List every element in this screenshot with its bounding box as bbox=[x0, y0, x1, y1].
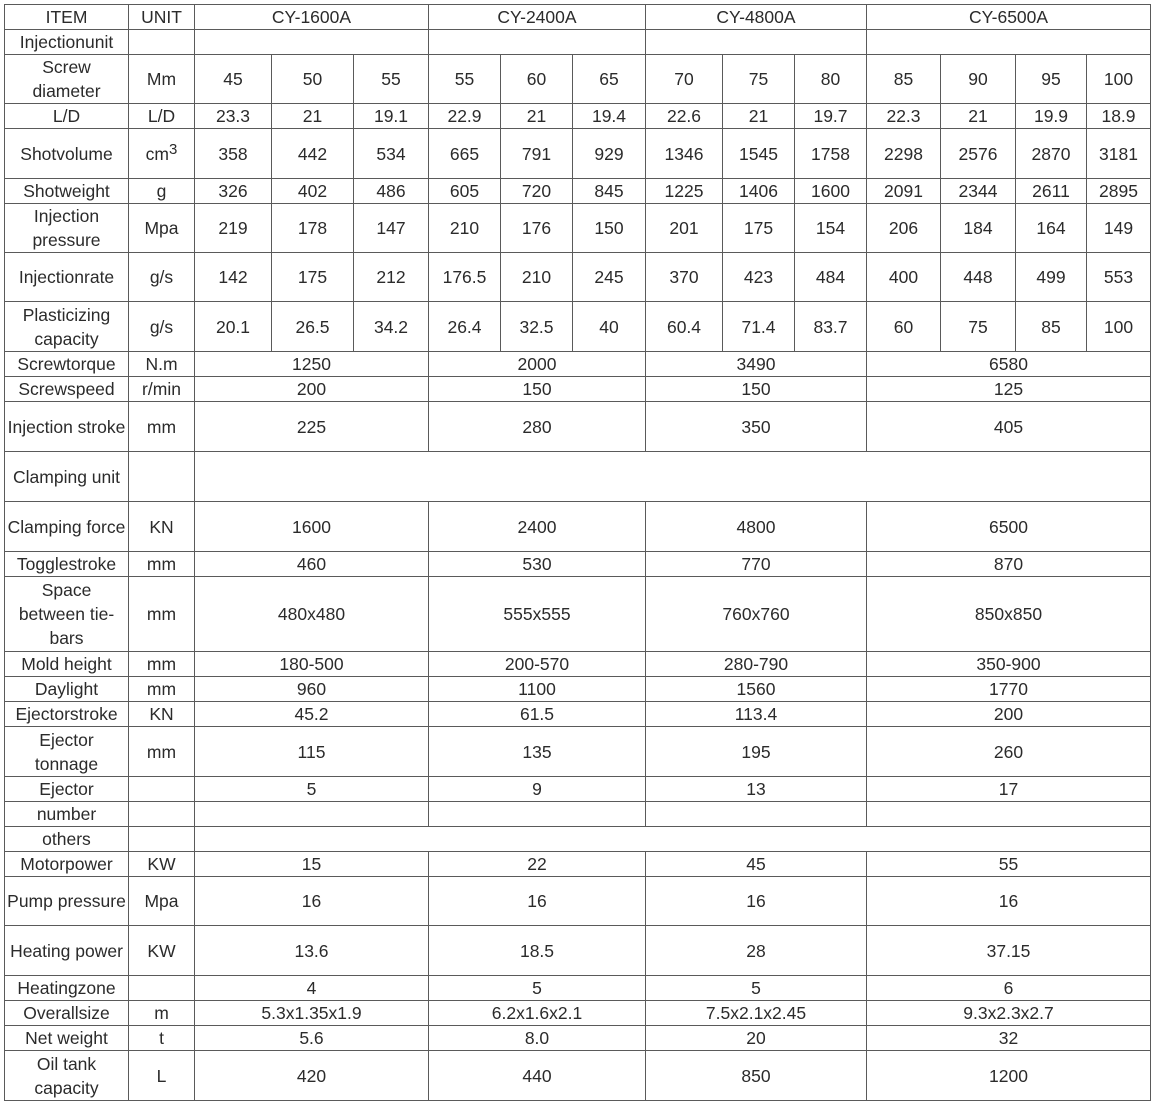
unit-base: cm bbox=[145, 143, 169, 164]
spec-value: 326 bbox=[195, 179, 272, 204]
spec-item-label: Shotweight bbox=[5, 179, 129, 204]
spec-row bbox=[5, 852, 1151, 877]
spec-row bbox=[5, 402, 1151, 452]
spec-value: 420 bbox=[195, 1051, 429, 1101]
spec-value: 358 bbox=[195, 129, 272, 179]
spec-item-label: Screwspeed bbox=[5, 377, 129, 402]
spec-value: 26.4 bbox=[429, 302, 501, 352]
spec-item-label: Pump pressure bbox=[5, 877, 129, 926]
spec-unit: KW bbox=[129, 852, 195, 877]
empty-cell bbox=[195, 452, 1151, 502]
spec-unit: L bbox=[129, 1051, 195, 1101]
spec-unit: Mpa bbox=[129, 877, 195, 926]
spec-value: 147 bbox=[354, 204, 429, 253]
spec-value: 32.5 bbox=[501, 302, 573, 352]
spec-value: 34.2 bbox=[354, 302, 429, 352]
spec-value: 605 bbox=[429, 179, 501, 204]
spec-item-label: Ejector tonnage bbox=[5, 727, 129, 777]
spec-unit: Mpa bbox=[129, 204, 195, 253]
spec-value: 5.3x1.35x1.9 bbox=[195, 1001, 429, 1026]
spec-value: 28 bbox=[646, 926, 867, 976]
spec-value: 21 bbox=[723, 104, 795, 129]
spec-value: 219 bbox=[195, 204, 272, 253]
spec-value: 5.6 bbox=[195, 1026, 429, 1051]
spec-row bbox=[5, 352, 1151, 377]
spec-row bbox=[5, 976, 1151, 1001]
screw-rows bbox=[5, 55, 1151, 352]
spec-unit: m bbox=[129, 1001, 195, 1026]
spec-value: 37.15 bbox=[867, 926, 1151, 976]
spec-value: 150 bbox=[646, 377, 867, 402]
section-row-others bbox=[5, 827, 1151, 852]
spec-value: 2000 bbox=[429, 352, 646, 377]
spec-value: 23.3 bbox=[195, 104, 272, 129]
spec-value: 212 bbox=[354, 253, 429, 302]
spec-item-label: Daylight bbox=[5, 677, 129, 702]
spec-value: 210 bbox=[501, 253, 573, 302]
spec-item-label: Screwtorque bbox=[5, 352, 129, 377]
spec-value: 15 bbox=[195, 852, 429, 877]
spec-row bbox=[5, 253, 1151, 302]
spec-value: 200 bbox=[867, 702, 1151, 727]
spec-value: 100 bbox=[1087, 302, 1151, 352]
header-model: CY-6500A bbox=[867, 5, 1151, 30]
spec-row bbox=[5, 777, 1151, 802]
spec-value: 3490 bbox=[646, 352, 867, 377]
spec-item-label: L/D bbox=[5, 104, 129, 129]
empty-cell bbox=[646, 30, 867, 55]
spec-value: 180-500 bbox=[195, 652, 429, 677]
spec-value: 75 bbox=[723, 55, 795, 104]
spec-value: 175 bbox=[272, 253, 354, 302]
spec-row bbox=[5, 552, 1151, 577]
spec-value: 60 bbox=[501, 55, 573, 104]
empty-cell bbox=[429, 30, 646, 55]
spec-unit: mm bbox=[129, 577, 195, 652]
section-label: Injectionunit bbox=[5, 30, 129, 55]
spec-value: 45 bbox=[195, 55, 272, 104]
spec-value: 260 bbox=[867, 727, 1151, 777]
spec-value: 22.6 bbox=[646, 104, 723, 129]
unit-superscript: 3 bbox=[168, 140, 178, 158]
spec-item-label: Net weight bbox=[5, 1026, 129, 1051]
spec-value: 1770 bbox=[867, 677, 1151, 702]
spec-value: 16 bbox=[429, 877, 646, 926]
spec-value: 245 bbox=[573, 253, 646, 302]
spec-value: 280 bbox=[429, 402, 646, 452]
spec-row bbox=[5, 702, 1151, 727]
spec-unit: t bbox=[129, 1026, 195, 1051]
spec-value: 1250 bbox=[195, 352, 429, 377]
spec-value: 770 bbox=[646, 552, 867, 577]
header-model: CY-2400A bbox=[429, 5, 646, 30]
spec-value: 13 bbox=[646, 777, 867, 802]
spec-value: 50 bbox=[272, 55, 354, 104]
spec-value: 1100 bbox=[429, 677, 646, 702]
spec-value: 19.4 bbox=[573, 104, 646, 129]
spec-item-label: Togglestroke bbox=[5, 552, 129, 577]
section-label: Clamping unit bbox=[5, 452, 129, 502]
spec-row bbox=[5, 502, 1151, 552]
spec-unit bbox=[129, 976, 195, 1001]
empty-cell bbox=[867, 30, 1151, 55]
spec-value: 8.0 bbox=[429, 1026, 646, 1051]
spec-value: 85 bbox=[867, 55, 941, 104]
spec-item-label: Shotvolume bbox=[5, 129, 129, 179]
spec-value: 60 bbox=[867, 302, 941, 352]
spec-row bbox=[5, 377, 1151, 402]
spec-row bbox=[5, 577, 1151, 652]
spec-value: 9.3x2.3x2.7 bbox=[867, 1001, 1151, 1026]
spec-unit: r/min bbox=[129, 377, 195, 402]
header-model: CY-1600A bbox=[195, 5, 429, 30]
spec-value: 6.2x1.6x2.1 bbox=[429, 1001, 646, 1026]
spec-row bbox=[5, 727, 1151, 777]
spec-unit: KN bbox=[129, 702, 195, 727]
spec-value: 150 bbox=[573, 204, 646, 253]
spec-unit: KN bbox=[129, 502, 195, 552]
spec-row bbox=[5, 55, 1151, 104]
spec-value: 1600 bbox=[795, 179, 867, 204]
spec-row bbox=[5, 926, 1151, 976]
spec-value: 5 bbox=[429, 976, 646, 1001]
empty-cell bbox=[129, 802, 195, 827]
spec-value: 21 bbox=[941, 104, 1016, 129]
header-item: ITEM bbox=[5, 5, 129, 30]
spec-row bbox=[5, 129, 1151, 179]
spec-value: 1600 bbox=[195, 502, 429, 552]
spec-value: 5 bbox=[195, 777, 429, 802]
spec-value: 154 bbox=[795, 204, 867, 253]
spec-value: 480x480 bbox=[195, 577, 429, 652]
spec-value: 18.9 bbox=[1087, 104, 1151, 129]
spec-item-label: Ejectorstroke bbox=[5, 702, 129, 727]
spec-value: 100 bbox=[1087, 55, 1151, 104]
spec-value: 6580 bbox=[867, 352, 1151, 377]
spec-value: 71.4 bbox=[723, 302, 795, 352]
spec-value: 17 bbox=[867, 777, 1151, 802]
spec-value: 402 bbox=[272, 179, 354, 204]
spec-value: 6 bbox=[867, 976, 1151, 1001]
spec-item-label: Ejector bbox=[5, 777, 129, 802]
spec-value: 370 bbox=[646, 253, 723, 302]
spec-value: 32 bbox=[867, 1026, 1151, 1051]
empty-cell bbox=[129, 452, 195, 502]
empty-cell bbox=[867, 802, 1151, 827]
spec-value: 184 bbox=[941, 204, 1016, 253]
spec-value: 55 bbox=[867, 852, 1151, 877]
spec-row bbox=[5, 1051, 1151, 1101]
spec-item-label: Clamping force bbox=[5, 502, 129, 552]
spec-value: 70 bbox=[646, 55, 723, 104]
spec-item-label: Space between tie-bars bbox=[5, 577, 129, 652]
spec-value: 1406 bbox=[723, 179, 795, 204]
spec-item-label: Heatingzone bbox=[5, 976, 129, 1001]
spec-value: 206 bbox=[867, 204, 941, 253]
spec-value: 460 bbox=[195, 552, 429, 577]
spec-value: 22 bbox=[429, 852, 646, 877]
spec-value: 65 bbox=[573, 55, 646, 104]
header-model: CY-4800A bbox=[646, 5, 867, 30]
spec-value: 200-570 bbox=[429, 652, 646, 677]
spec-unit: L/D bbox=[129, 104, 195, 129]
spec-value: 7.5x2.1x2.45 bbox=[646, 1001, 867, 1026]
empty-cell bbox=[129, 30, 195, 55]
spec-item-label: Motorpower bbox=[5, 852, 129, 877]
spec-value: 176.5 bbox=[429, 253, 501, 302]
spec-value: 350-900 bbox=[867, 652, 1151, 677]
spec-value: 1225 bbox=[646, 179, 723, 204]
spec-value: 760x760 bbox=[646, 577, 867, 652]
spec-row bbox=[5, 1001, 1151, 1026]
section-row-clamping bbox=[5, 452, 1151, 502]
empty-cell bbox=[195, 802, 429, 827]
spec-value: 135 bbox=[429, 727, 646, 777]
spec-unit: mm bbox=[129, 727, 195, 777]
spec-unit: g/s bbox=[129, 253, 195, 302]
spec-value: 45.2 bbox=[195, 702, 429, 727]
spec-row bbox=[5, 302, 1151, 352]
spec-value: 16 bbox=[195, 877, 429, 926]
spec-value: 4 bbox=[195, 976, 429, 1001]
spec-value: 1200 bbox=[867, 1051, 1151, 1101]
spec-value: 150 bbox=[429, 377, 646, 402]
header-unit: UNIT bbox=[129, 5, 195, 30]
spec-table bbox=[4, 4, 1151, 1101]
spec-value: 21 bbox=[501, 104, 573, 129]
spec-value: 20 bbox=[646, 1026, 867, 1051]
spec-value: 19.7 bbox=[795, 104, 867, 129]
spec-item-label: Oil tank capacity bbox=[5, 1051, 129, 1101]
spec-value: 2611 bbox=[1016, 179, 1087, 204]
spec-value: 149 bbox=[1087, 204, 1151, 253]
spec-value: 1545 bbox=[723, 129, 795, 179]
spec-value: 5 bbox=[646, 976, 867, 1001]
spec-value: 423 bbox=[723, 253, 795, 302]
spec-value: 115 bbox=[195, 727, 429, 777]
spec-value: 2895 bbox=[1087, 179, 1151, 204]
spec-value: 2400 bbox=[429, 502, 646, 552]
spec-value: 929 bbox=[573, 129, 646, 179]
spec-value: 195 bbox=[646, 727, 867, 777]
spec-value: 845 bbox=[573, 179, 646, 204]
spec-value: 85 bbox=[1016, 302, 1087, 352]
spec-value: 113.4 bbox=[646, 702, 867, 727]
spec-value: 75 bbox=[941, 302, 1016, 352]
spec-value: 40 bbox=[573, 302, 646, 352]
spec-value: 201 bbox=[646, 204, 723, 253]
rest-rows bbox=[5, 352, 1151, 1101]
spec-value: 2298 bbox=[867, 129, 941, 179]
spec-value: 850 bbox=[646, 1051, 867, 1101]
spec-value: 26.5 bbox=[272, 302, 354, 352]
spec-value: 164 bbox=[1016, 204, 1087, 253]
spec-value: 55 bbox=[429, 55, 501, 104]
spec-value: 484 bbox=[795, 253, 867, 302]
spec-value: 530 bbox=[429, 552, 646, 577]
empty-cell bbox=[429, 802, 646, 827]
spec-unit: mm bbox=[129, 552, 195, 577]
spec-row bbox=[5, 877, 1151, 926]
spec-value: 55 bbox=[354, 55, 429, 104]
spec-unit: N.m bbox=[129, 352, 195, 377]
spec-value: 850x850 bbox=[867, 577, 1151, 652]
spec-value: 210 bbox=[429, 204, 501, 253]
spec-value: 720 bbox=[501, 179, 573, 204]
spec-item-label: Plasticizing capacity bbox=[5, 302, 129, 352]
spec-value: 2344 bbox=[941, 179, 1016, 204]
spec-value: 20.1 bbox=[195, 302, 272, 352]
spec-value: 60.4 bbox=[646, 302, 723, 352]
spec-value: 3181 bbox=[1087, 129, 1151, 179]
spec-unit: KW bbox=[129, 926, 195, 976]
spec-value: 2576 bbox=[941, 129, 1016, 179]
spec-value: 405 bbox=[867, 402, 1151, 452]
spec-unit: Mm bbox=[129, 55, 195, 104]
spec-row bbox=[5, 802, 1151, 827]
spec-value: 440 bbox=[429, 1051, 646, 1101]
spec-value: 22.3 bbox=[867, 104, 941, 129]
spec-value: 448 bbox=[941, 253, 1016, 302]
spec-value: 18.5 bbox=[429, 926, 646, 976]
spec-value: 80 bbox=[795, 55, 867, 104]
empty-cell bbox=[646, 802, 867, 827]
section-row-injection bbox=[5, 30, 1151, 55]
spec-value: 19.1 bbox=[354, 104, 429, 129]
spec-value: 486 bbox=[354, 179, 429, 204]
spec-value: 350 bbox=[646, 402, 867, 452]
spec-value: 176 bbox=[501, 204, 573, 253]
spec-value: 45 bbox=[646, 852, 867, 877]
spec-value: 499 bbox=[1016, 253, 1087, 302]
spec-value: 178 bbox=[272, 204, 354, 253]
spec-unit bbox=[129, 129, 195, 179]
spec-item-label: Mold height bbox=[5, 652, 129, 677]
spec-row bbox=[5, 652, 1151, 677]
spec-value: 225 bbox=[195, 402, 429, 452]
spec-value: 2091 bbox=[867, 179, 941, 204]
spec-unit: mm bbox=[129, 677, 195, 702]
spec-value: 960 bbox=[195, 677, 429, 702]
spec-value: 83.7 bbox=[795, 302, 867, 352]
spec-value: 125 bbox=[867, 377, 1151, 402]
spec-value: 280-790 bbox=[646, 652, 867, 677]
spec-value: 553 bbox=[1087, 253, 1151, 302]
spec-value: 175 bbox=[723, 204, 795, 253]
spec-value: 4800 bbox=[646, 502, 867, 552]
spec-value: 1758 bbox=[795, 129, 867, 179]
section-label: others bbox=[5, 827, 129, 852]
spec-value: 1346 bbox=[646, 129, 723, 179]
spec-unit: mm bbox=[129, 652, 195, 677]
spec-row bbox=[5, 179, 1151, 204]
empty-cell bbox=[129, 827, 195, 852]
spec-value: 442 bbox=[272, 129, 354, 179]
spec-item-label: Heating power bbox=[5, 926, 129, 976]
spec-unit: g bbox=[129, 179, 195, 204]
header-row bbox=[5, 5, 1151, 30]
spec-value: 90 bbox=[941, 55, 1016, 104]
spec-value: 61.5 bbox=[429, 702, 646, 727]
spec-value: 16 bbox=[867, 877, 1151, 926]
spec-value: 1560 bbox=[646, 677, 867, 702]
spec-value: 6500 bbox=[867, 502, 1151, 552]
empty-cell bbox=[195, 827, 1151, 852]
spec-item-label: Screw diameter bbox=[5, 55, 129, 104]
spec-value: 665 bbox=[429, 129, 501, 179]
spec-value: 13.6 bbox=[195, 926, 429, 976]
spec-row bbox=[5, 104, 1151, 129]
spec-value: 870 bbox=[867, 552, 1151, 577]
spec-item-label: number bbox=[5, 802, 129, 827]
empty-cell bbox=[195, 30, 429, 55]
spec-value: 19.9 bbox=[1016, 104, 1087, 129]
spec-row bbox=[5, 1026, 1151, 1051]
spec-value: 9 bbox=[429, 777, 646, 802]
spec-value: 400 bbox=[867, 253, 941, 302]
spec-value: 534 bbox=[354, 129, 429, 179]
spec-value: 22.9 bbox=[429, 104, 501, 129]
spec-item-label: Injection pressure bbox=[5, 204, 129, 253]
spec-value: 16 bbox=[646, 877, 867, 926]
spec-item-label: Injectionrate bbox=[5, 253, 129, 302]
spec-value: 555x555 bbox=[429, 577, 646, 652]
spec-row bbox=[5, 677, 1151, 702]
spec-value: 95 bbox=[1016, 55, 1087, 104]
spec-item-label: Overallsize bbox=[5, 1001, 129, 1026]
spec-value: 2870 bbox=[1016, 129, 1087, 179]
spec-value: 791 bbox=[501, 129, 573, 179]
spec-value: 142 bbox=[195, 253, 272, 302]
spec-value: 200 bbox=[195, 377, 429, 402]
spec-unit bbox=[129, 777, 195, 802]
spec-row bbox=[5, 204, 1151, 253]
spec-unit: mm bbox=[129, 402, 195, 452]
spec-value: 21 bbox=[272, 104, 354, 129]
spec-item-label: Injection stroke bbox=[5, 402, 129, 452]
spec-unit: g/s bbox=[129, 302, 195, 352]
